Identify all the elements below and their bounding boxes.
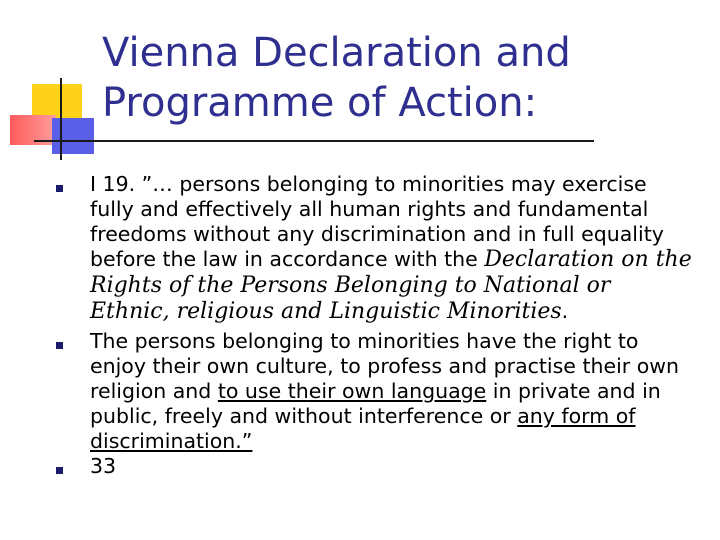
bullet-text [90,172,692,325]
bullet-text [90,454,692,479]
slide-title [102,28,702,128]
bullet-text [90,329,692,454]
bullet-1-tail: . [561,299,569,323]
bullet-item [52,329,692,454]
bullet-list [52,172,692,479]
bullet-3-text: 33 [90,454,117,478]
title-line-1: Vienna Declaration and [102,30,571,76]
bullet-2-lead: The persons belonging to minorities have the right to enjoy their own culture, to profess and practise their own religion and [90,329,680,403]
bullet-item [52,454,692,479]
decor-blue-square [52,118,94,154]
bullet-item [52,172,692,325]
bullet-square-icon [56,342,63,349]
bullet-2-underline-2: any form of discrimination.” [90,404,636,453]
decor-vertical-line [60,78,62,160]
bullet-2-mid: in private and in public, freely and without interference or [90,379,661,428]
title-line-2: Programme of Action: [102,80,538,126]
bullet-square-icon [56,467,63,474]
bullet-1-lead: I 19. ”… persons belonging to minorities may exercise fully and effectively all human rights and fundamental freedoms without any discrimination and in full equality before the law in accordance with the [90,172,664,271]
bullet-square-icon [56,185,63,192]
bullet-1-italic-title: Declaration on the Rights of the Persons Belonging to National or Ethnic, religious and Linguistic Minorities [90,247,692,324]
bullet-2-underline-1: to use their own language [217,379,487,403]
decor-horizontal-line [34,140,594,142]
